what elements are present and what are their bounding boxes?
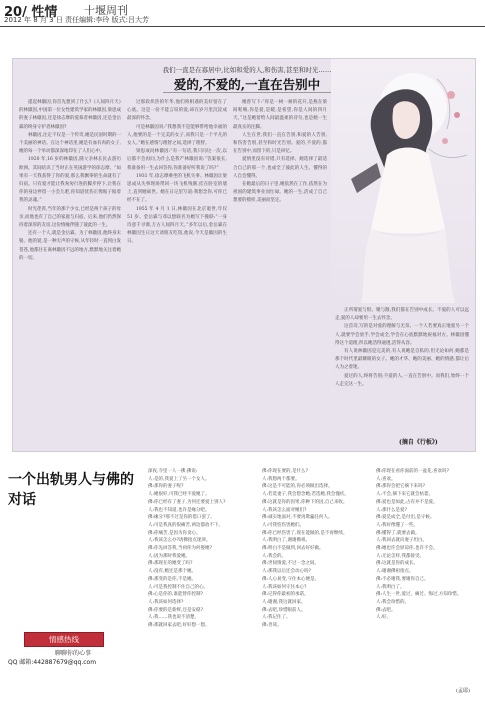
dialogue-line: 人:我也不知道,也许是缘分吧。 — [148, 507, 210, 513]
feature-column-2 — [127, 99, 227, 443]
dialogue-line: 人:好。 — [376, 615, 392, 621]
dialogue-line: 人:不会,摘下来它就会枯萎。 — [376, 492, 433, 498]
dialogue-line: 佛:这是不可能的,你必须做出选择。 — [262, 484, 333, 490]
dialogue-line: 人:无论怎样,我都接受。 — [376, 553, 424, 559]
dialogue-line: 佛:心是你的,谁能替你控制? — [148, 592, 203, 598]
dialogue-line: 人:我回去就向妻子坦白。 — [376, 538, 428, 544]
feature-subtitle: 我们一直是在寡居中,比如和爱的人,和伤害,甚至和时光…… — [162, 66, 332, 74]
hotline-label: 情感热线 — [24, 632, 104, 647]
paragraph: 时光荏苒,当年的那个少女,已经是两个孩子的母亲,而他也有了自己的家庭与归宿。后来,他们仍然保持着深厚的友谊,这份情缘伴随了彼此的一生。 — [19, 206, 121, 229]
dialogue-line: 人:我会的。 — [262, 553, 287, 559]
dialogue-line: 人:她很好,可我已经不爱她了。 — [148, 492, 210, 498]
dialogue-line: 佛:她也许会原谅你,也许不会。 — [376, 546, 438, 552]
dialogue-line: 人:我想两个都要。 — [262, 476, 300, 482]
hotline-tagline: 聊聊你的心事 — [54, 650, 91, 657]
paragraph: 正所谓爱与恨、聚与散,我们都在告别中成长。不爱的人可以远走,爱的人却要用一生去怀念。 — [335, 308, 469, 322]
dialogue-line: 人:谢谢,我这就回家。 — [262, 599, 306, 605]
page-section: 20/ 性情 — [4, 5, 58, 20]
dialogue-line: 人:我明白了。 — [376, 584, 405, 590]
dialogue-line: 佛:善哉。 — [262, 623, 282, 629]
dialogue-line: 佛:你已经伤害了,现在能做的,是不再继续。 — [262, 530, 348, 536]
dialogue-line: 佛:去吧。 — [376, 607, 396, 613]
paragraph: 提起林徽因,你首先想到了什么?《人间四月天》的林徽因,中国第一位女性建筑学家的林徽因,梁思成的妻子林徽因,还是徐志摩的爱慕者林徽因,还是金岳霖的终身守护者林徽因? — [19, 100, 121, 130]
dialogue-line: 深夜,寺里一人一佛,佛说: — [148, 469, 198, 474]
dialogue-line: 人:我会珍惜的。 — [376, 599, 410, 605]
dialogue-line: 人:若选妻子,我会想念她;若选她,我会愧疚。 — [262, 492, 349, 498]
dialogue-line: 佛:缘分?那不过是你的借口罢了。 — [148, 515, 215, 521]
dialogue-line: 佛:爱是成全,是付出,是守候。 — [376, 515, 435, 521]
dialogue-line: 佛:这就是你的成长。 — [376, 561, 419, 567]
dialogue-line: 佛:懂得了,就要去做。 — [376, 530, 420, 536]
paragraph: 她曾写下:“你是一树一树的花开,是燕在梁间呢喃,你是爱,是暖,是希望,你是人间的四月天。”这是她留给人间最温柔的诗句,也是她一生最真实的注脚。 — [233, 100, 327, 130]
feature-source: (摘自《行板》) — [399, 439, 438, 446]
dialogue-line: 人:我……我也说不清楚。 — [148, 615, 200, 621]
paragraph: 爱过的人,终将告别;不爱的人,一直在告别中。而我们,始终一个人走完这一生。 — [335, 373, 469, 387]
paragraph: 1920 年,16 岁的林徽因,随父亲林长民去游历欧洲。其间结识了当时正在英国游学的徐志摩。“如果有一天我获得了你的爱,那么我飘零的生命就有了归宿。只有爱才能让我匆匆行进的脚步停下,让我在你的身边停留一小会儿吧,你知道忧伤正像锯子锯着我的灵魂。” — [19, 157, 121, 204]
dialogue-line: 佛:去吧,珍惜眼前人。 — [262, 607, 306, 613]
feature-article — [12, 58, 476, 452]
dialogue-line: 人:那什么是爱? — [376, 507, 407, 513]
dialogue-line: 佛:明白不是做到,回去好好做。 — [262, 546, 324, 552]
hotline-contact: QQ 邮箱:442887679@qq.com — [8, 659, 97, 666]
paragraph: 林徽因,注定不仅是一个传奇,她是民国时期的一个美丽的神话。在这个神话里,她是有血有肉的女子,她的每一个举动都深深地印在了人们心中。 — [19, 132, 121, 155]
feature-column-4 — [335, 307, 469, 431]
dialogue-line: 佛:你要的是新鲜,还是安稳? — [148, 607, 203, 613]
paragraph: 梁思成问林徽因:“有一句话,我只问这一次,以后都不会再问,为什么是我?”林徽因说:“答案很长,我准备用一生去回答你,你准备好听我说了吗?” — [127, 149, 227, 171]
paragraph: 有人说林徽因是完美的,有人说她是自私的,但无论如何,她都是那个时代里最耀眼的女子。她的才华、她的美丽、她的情感,都让后人为之着迷。 — [335, 349, 469, 371]
dialogue-line: 人:我该如何选择? — [148, 599, 184, 605]
paragraph: 人生在世,我们一直在告别,和爱的人告别,和伤害告别,甚至和时光告别。爱的,不爱的,都在告别中,而留下的,只是回忆。 — [233, 132, 327, 155]
dialogue-line: 佛:你现在要的,是什么? — [262, 469, 308, 474]
hotline-badge — [8, 632, 138, 666]
dialogue-line: 佛:爱也是如此,占有并不是爱。 — [376, 499, 438, 505]
dialogue-line: 人:我该如何守住本心? — [262, 584, 307, 590]
paragraph: 在她最后的日子里,她依然在工作,依然在为祖国的建筑事业而忙碌。她的一生,活成了自己想要的模样,美丽而坚定。 — [233, 182, 327, 204]
dialogue-line: 人:可我怕伤害她们。 — [262, 522, 305, 528]
dialogue-line: 佛:你现在看你面前的一盆花,喜欢吗? — [376, 469, 449, 474]
paragraph: 1955 年 4 月 1 日,林徽因在北京逝世,年仅 51 岁。金岳霖与邓以蛰联名为她写下挽联:“一身诗意千寻瀑,万古人间四月天。”多年以后,金岳霖在林徽因生日这天请朋友吃饭,他说,今天是徽因的生日。 — [127, 206, 227, 245]
issue-meta: 2012 年 8 月 3 日 责任编辑:李玲 版式:吕大芳 — [4, 16, 150, 24]
dialogue-line: 佛:你已经有了妻子,为何还要爱上别人? — [148, 499, 226, 505]
dialogue-line: 人:谢谢佛祖指点。 — [376, 569, 414, 575]
dialogue-line: 佛:那你会把它摘下来吗? — [376, 484, 425, 490]
dialogue-line: 佛:那你的妻子呢? — [148, 484, 184, 490]
title-divider — [163, 92, 331, 93]
dialogue-line: 佛:那变的是你,不是她。 — [148, 576, 196, 582]
dialogue-column-3 — [376, 468, 480, 684]
dialogue-line: 人:那我以后还会动心吗? — [262, 569, 311, 575]
dialogue-line: 佛:记得你最初的承诺。 — [262, 592, 309, 598]
feature-column-1 — [19, 99, 121, 443]
dialogue-line: 佛:诚实地面对,不要再欺骗任何人。 — [262, 515, 333, 521]
dialogue-line: 佛:你痛苦,是因为你贪心。 — [148, 530, 201, 536]
dialogue-line: 人:没有,她还是那个她。 — [148, 569, 196, 575]
dialogue-line: 佛:人心易变,守住本心便是。 — [262, 576, 319, 582]
woman-illustration — [331, 59, 475, 303]
paragraph: 可是林徽因说:“我想我不是能够带给他幸福的人,他要的是一个完美的女子,而我只是一个平凡的女人。”她在感情与理智之间,选择了理智。 — [127, 124, 227, 147]
paragraph: 1931 年,徐志摩乘坐的飞机失事。林徽因让梁思成从失事现场带回一块飞机残骸,挂在卧室的墙上,直到她离世。她在日记里写道:我想念你,可你已经不在了。 — [127, 173, 227, 204]
feature-column-3 — [233, 99, 327, 443]
dialogue-line: 人:我好像懂了一些。 — [376, 522, 419, 528]
dialogue-line: 佛:人生一世,爱过、痛过、悔过,方知珍惜。 — [376, 592, 462, 598]
dialogue-line: 佛:那现在的她变了吗? — [148, 561, 193, 567]
dialogue-line: 人:我该怎么办?请佛指点迷津。 — [148, 538, 211, 544]
dialogue-line: 人:可是我控制不住自己的心。 — [148, 584, 209, 590]
dialogue-column-2 — [262, 468, 368, 692]
dialogue-line: 佛:不必谢我,要谢你自己。 — [376, 576, 429, 582]
dialogue-line: 人:我明白了,谢谢佛祖。 — [262, 538, 310, 544]
paragraph: 爱情里没有对错,只有选择。她选择了最适合自己的那一个,也成全了彼此的人生。懂得的人自会懂得。 — [233, 157, 327, 179]
paragraph: 这首诗,写的是对爱的理解与无奈。一个人若要真正地爱另一个人,就要学会放手,学会成全,学会在心底默默地祝福对方。林徽因懂得这个道理,所以她活得通透,活得从容。 — [335, 324, 469, 346]
dialogue-line: 佛:世间情爱,不过一念之间。 — [262, 561, 319, 567]
paragraph: 过那段炽热的年华,他们将相遇的美好留在了心底。这是一份不能言说的爱,却在岁月里沉淀成最深的怀念。 — [127, 100, 227, 122]
feature-title: 爱的,不爱的,一直在告别中 — [173, 77, 321, 92]
dialogue-line: 佛:这就是你的因果,你种下的因,自己来收。 — [262, 499, 348, 505]
dialogue-line: 人:我记住了。 — [262, 615, 291, 621]
dialogue-line: 人:喜欢。 — [376, 476, 396, 482]
dialogue-line: 人:可是我真的很痛苦,两边都放不下。 — [148, 522, 223, 528]
dialogue-line: 人:我该怎么面对她们? — [262, 507, 307, 513]
paragraph: 还有一个人,就是金岳霖。为了林徽因,他终身未娶。他的爱,是一种无声的守候,从年轻时一直到白发苍苍,他都住在离林徽因不远的地方,默默地关注着她的一切。 — [19, 231, 121, 261]
page-header — [0, 0, 485, 26]
dialogue-line: 佛:你先回答我,当初你为何娶她? — [148, 546, 212, 552]
dialogue-column-1 — [148, 468, 254, 692]
dialogue-line: 人:是的,我爱上了另一个女人。 — [148, 476, 210, 482]
article-signature: (孟耶) — [456, 688, 470, 694]
dialogue-line: 人:因为那时我爱她。 — [148, 553, 191, 559]
section-title: 一个出轨男人与佛的对话 — [8, 472, 134, 508]
header-rule — [0, 26, 485, 27]
publication-name: 十堰周刊 — [84, 4, 128, 17]
dialogue-line: 佛:那就回家去吧,好好想一想。 — [148, 623, 210, 629]
